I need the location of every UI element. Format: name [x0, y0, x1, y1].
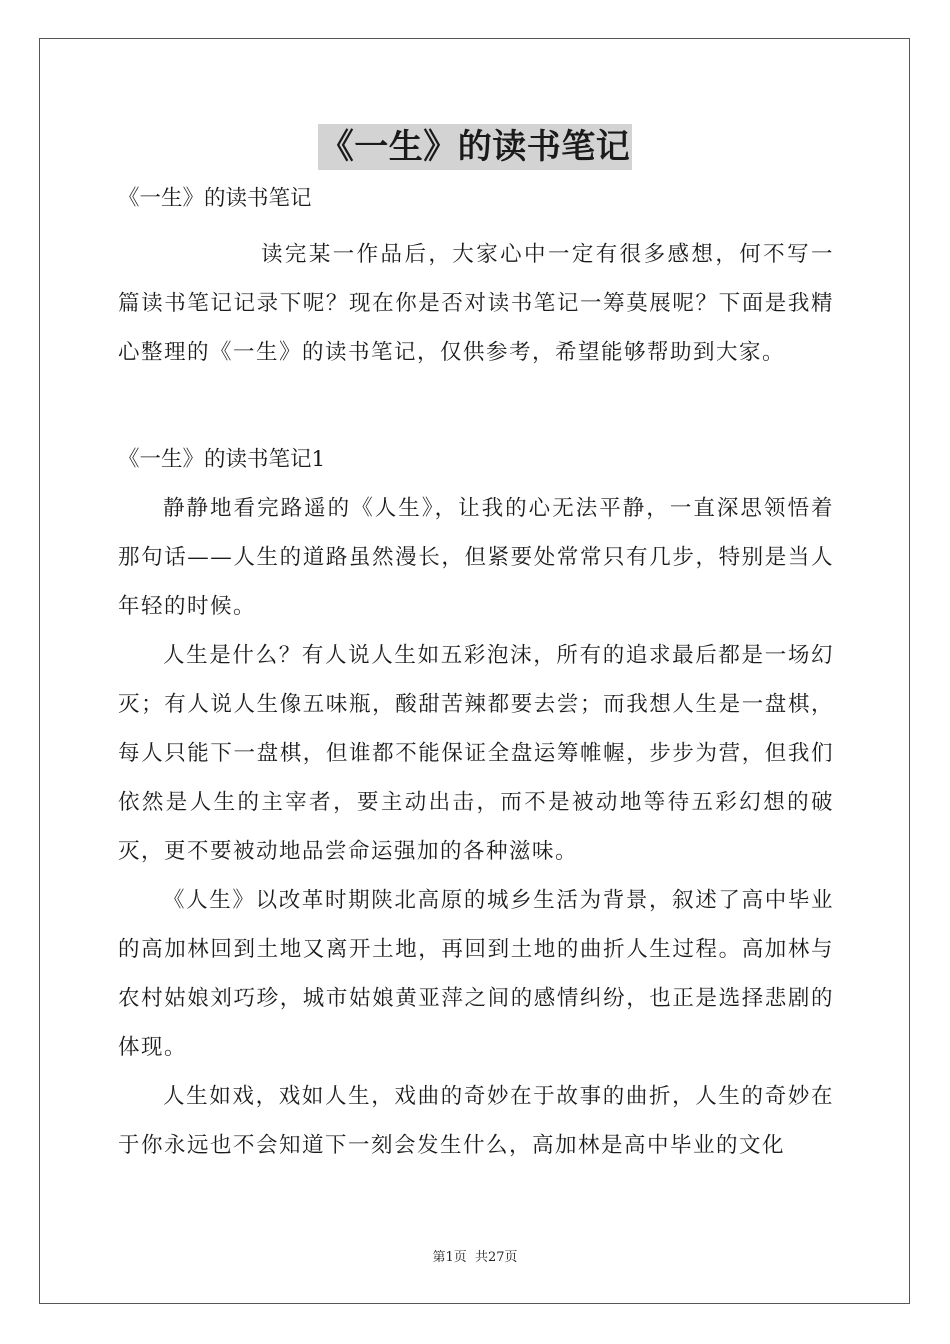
body-paragraph-4: 人生如戏，戏如人生，戏曲的奇妙在于故事的曲折，人生的奇妙在于你永远也不会知道下一刻会发生什么，高加林是高中毕业的文化 — [118, 1084, 834, 1158]
document-body — [118, 180, 834, 1170]
title-container — [0, 124, 950, 170]
body-paragraph-2: 人生是什么？有人说人生如五彩泡沫，所有的追求最后都是一场幻灭；有人说人生像五味瓶，酸甜苦辣都要去尝；而我想人生是一盘棋，每人只能下一盘棋，但谁都不能保证全盘运筹帷幄，步步为营，但我们依然是人生的主宰者，要主动出击，而不是被动地等待五彩幻想的破灭，更不要被动地品尝命运强加的各种滋味。 — [118, 643, 834, 864]
body-paragraph-1: 静静地看完路遥的《人生》，让我的心无法平静，一直深思领悟着那句话——人生的道路虽然漫长，但紧要处常常只有几步，特别是当人年轻的时候。 — [118, 496, 834, 619]
body-paragraph-3: 《人生》以改革时期陕北高原的城乡生活为背景，叙述了高中毕业的高加林回到土地又离开土地，再回到土地的曲折人生过程。高加林与农村姑娘刘巧珍，城市姑娘黄亚萍之间的感情纠纷，也正是选择悲剧的体现。 — [118, 888, 834, 1060]
page-footer — [0, 1246, 950, 1265]
document-title: 《一生》的读书笔记 — [318, 124, 633, 170]
page-number: 第1页 — [432, 1250, 467, 1265]
section-heading: 《一生》的读书笔记1 — [118, 447, 326, 472]
document-subtitle: 《一生》的读书笔记 — [118, 186, 312, 211]
intro-paragraph: 读完某一作品后，大家心中一定有很多感想，何不写一篇读书笔记记录下呢？现在你是否对读书笔记一筹莫展呢？下面是我精心整理的《一生》的读书笔记，仅供参考，希望能够帮助到大家。 — [118, 242, 834, 365]
page-total: 共27页 — [474, 1250, 518, 1265]
